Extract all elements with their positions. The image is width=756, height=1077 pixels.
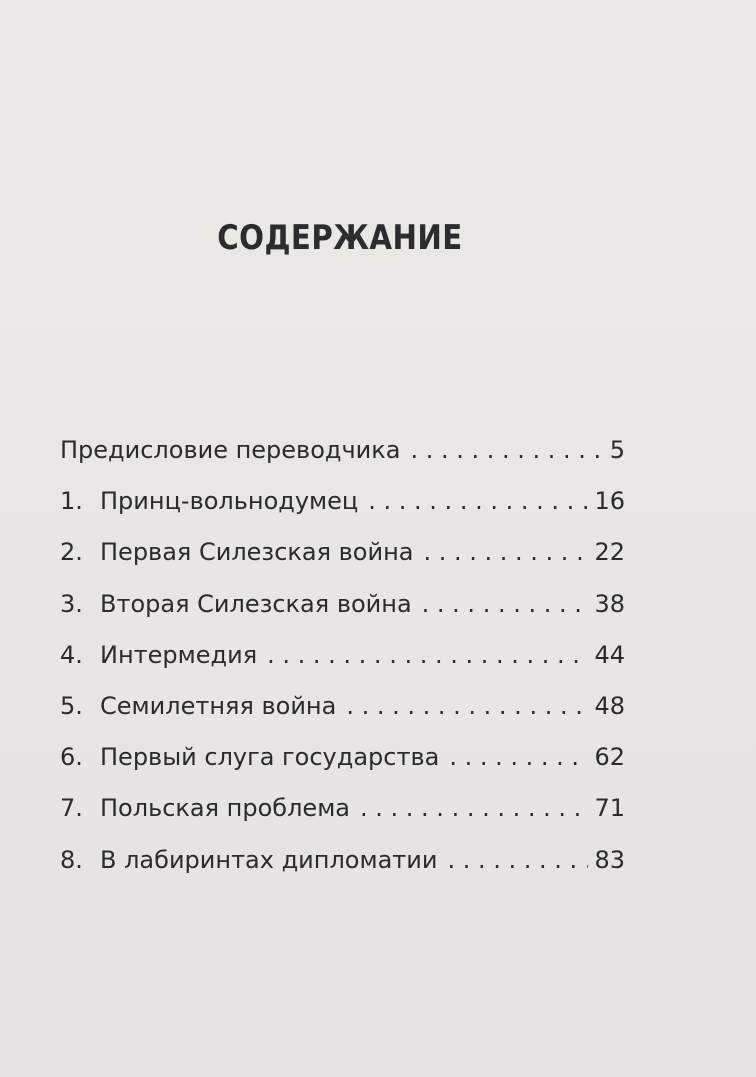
toc-page-number: 22: [594, 538, 625, 567]
toc-chapter-number: 3.: [60, 589, 83, 618]
toc-chapter-number: 7.: [60, 794, 83, 823]
toc-entry-label: В лабиринтах дипломатии: [100, 845, 438, 874]
toc-entry-chapter-1: [60, 481, 625, 532]
toc-entry-label: Семилетняя война: [100, 691, 337, 720]
toc-page-number: 48: [594, 691, 625, 720]
toc-chapter-number: 4.: [60, 640, 83, 669]
toc-page-number: 16: [594, 487, 625, 516]
toc-page-number: 5: [609, 436, 625, 464]
toc-entry-preface: [60, 430, 625, 481]
toc-entry-label: Принц-вольнодумец: [100, 487, 359, 516]
toc-entry-label: Первая Силезская война: [100, 538, 414, 567]
toc-chapter-number: 1.: [60, 487, 83, 516]
dot-leader: [423, 532, 588, 572]
toc-entry-label: Вторая Силезская война: [100, 589, 412, 618]
toc-page-number: 62: [594, 743, 625, 772]
dot-leader: [422, 584, 589, 624]
toc-entry-label: Предисловие переводчика: [60, 436, 401, 464]
toc-entry-label: Польская проблема: [100, 794, 351, 823]
toc-entry-chapter-4: [60, 635, 625, 686]
toc-page-number: 83: [594, 845, 625, 874]
dot-leader: [449, 737, 588, 777]
toc-entry-chapter-5: [60, 686, 625, 737]
toc-chapter-number: 2.: [60, 538, 83, 567]
toc-page-number: 71: [594, 794, 625, 823]
toc-entry-chapter-6: [60, 737, 625, 788]
toc-entry-label: Первый слуга государства: [100, 743, 440, 772]
toc-chapter-number: 8.: [60, 845, 83, 874]
toc-chapter-number: 6.: [60, 743, 83, 772]
dot-leader: [447, 840, 588, 880]
page-title: СОДЕРЖАНИЕ: [217, 218, 463, 258]
toc-entry-chapter-7: [60, 788, 625, 839]
dot-leader: [360, 788, 588, 828]
dot-leader: [346, 686, 588, 726]
toc-entry-chapter-3: [60, 584, 625, 635]
toc-page-number: 44: [594, 640, 625, 669]
toc-entry-chapter-2: [60, 532, 625, 583]
toc-entry-chapter-8: [60, 840, 625, 891]
dot-leader: [267, 635, 588, 675]
toc-chapter-number: 5.: [60, 691, 83, 720]
dot-leader: [368, 481, 588, 521]
dot-leader: [410, 430, 603, 470]
toc-page-number: 38: [594, 589, 625, 618]
toc-entry-label: Интермедия: [100, 640, 258, 669]
table-of-contents: [60, 430, 625, 891]
